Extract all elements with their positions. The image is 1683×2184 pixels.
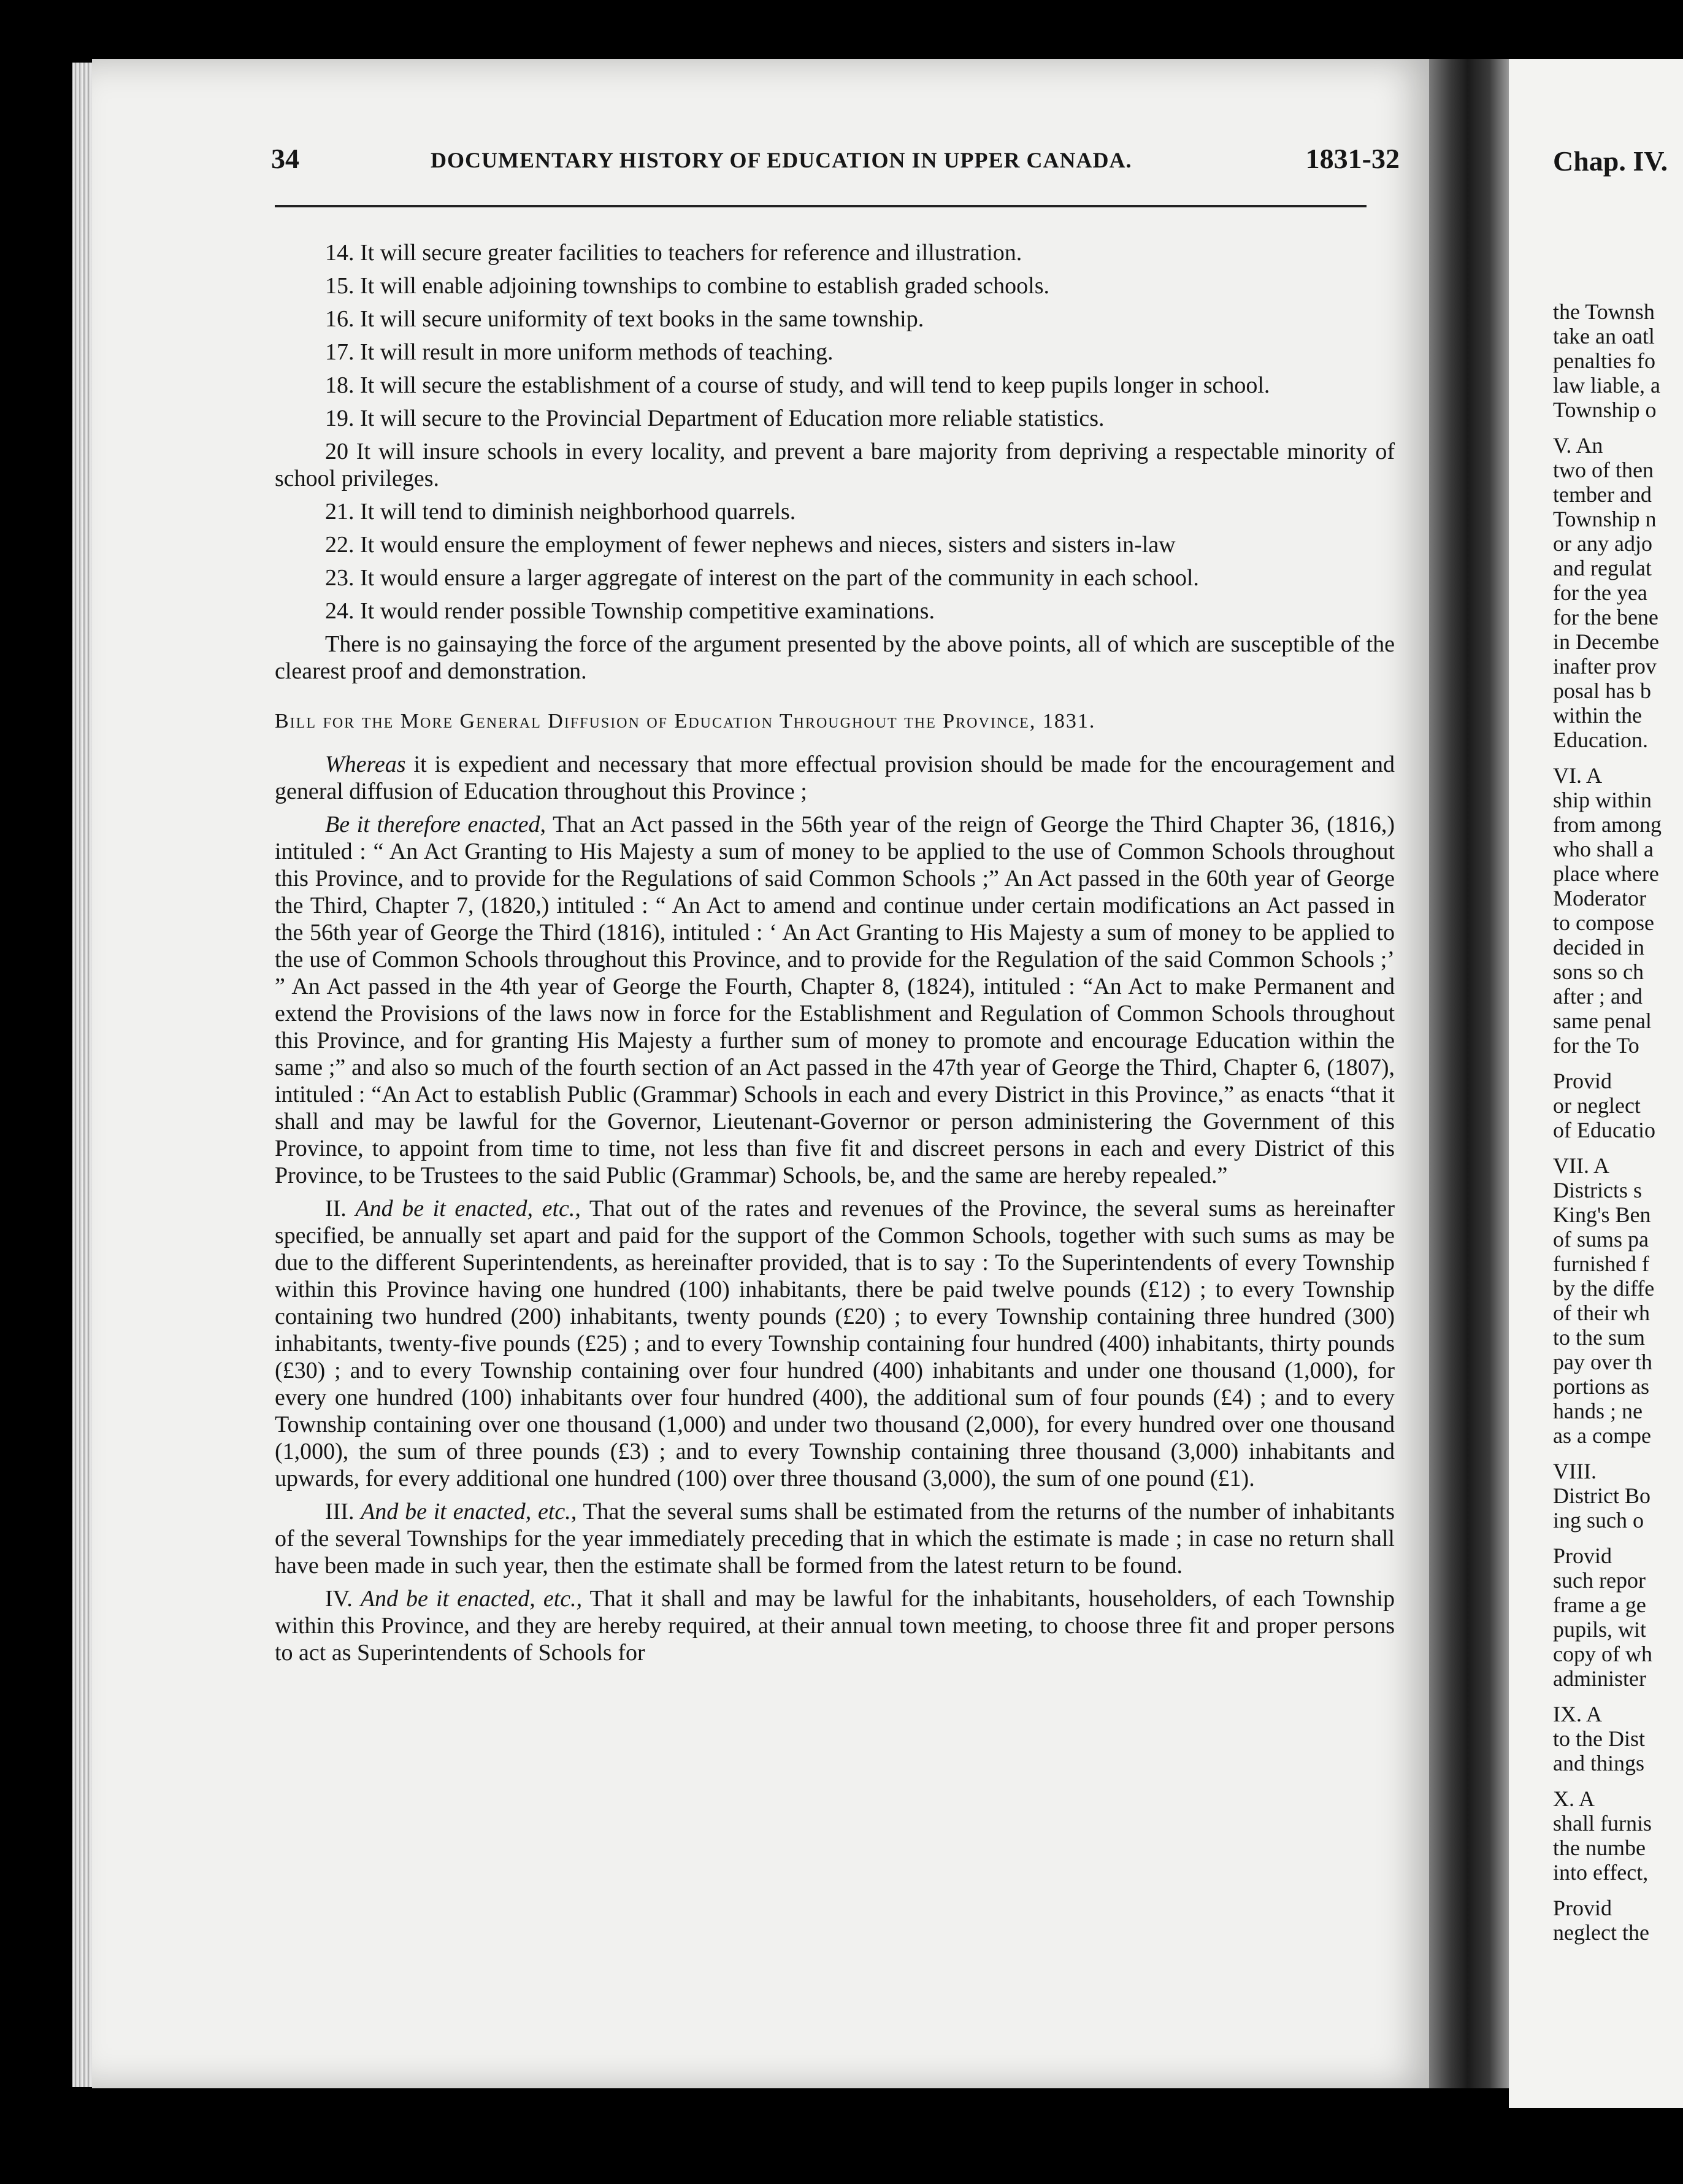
facing-line: frame a ge xyxy=(1553,1593,1646,1617)
point-14: 14. It will secure greater facilities to teachers for reference and illustration. xyxy=(325,240,1022,266)
point-17: 17. It will result in more uniform methods of teaching. xyxy=(325,339,834,365)
facing-line: of sums pa xyxy=(1553,1227,1649,1252)
body-text xyxy=(275,239,1395,1672)
section-2-number: II. xyxy=(325,1196,356,1221)
facing-line: hands ; ne xyxy=(1553,1399,1643,1423)
facing-line: administer xyxy=(1553,1666,1646,1691)
enacted-lead: Be it therefore enacted, xyxy=(325,812,546,837)
facing-line: penalties fo xyxy=(1553,348,1655,373)
facing-line: portions as xyxy=(1553,1374,1649,1399)
facing-line: ing such o xyxy=(1553,1508,1644,1532)
facing-line: and things xyxy=(1553,1751,1644,1775)
point-15: 15. It will enable adjoining townships to combine to establish graded schools. xyxy=(325,273,1049,299)
facing-page xyxy=(1509,59,1683,2108)
facing-line: pupils, wit xyxy=(1553,1617,1647,1642)
point-16: 16. It will secure uniformity of text books in the same township. xyxy=(325,306,924,332)
facing-line: Provid xyxy=(1553,1896,1612,1920)
facing-line: Moderator xyxy=(1553,886,1646,910)
facing-line: pay over th xyxy=(1553,1350,1652,1374)
facing-line: Provid xyxy=(1553,1069,1612,1093)
whereas-text: it is expedient and necessary that more effectual provision should be made for the encouragement and general diffusion of Education throughout this Province ; xyxy=(275,752,1395,804)
section-2-text: That out of the rates and revenues of the Province, the several sums as hereinafter specified, be annually set apart and paid for the support of the Common Schools, together with such sums as may be due to the different Superintendents, as hereinafter provided, that is to say : To the Superintendents of every Township within this Province having one hundred (100) inhabitants, there be paid twelve pounds (£12) ; to every Township containing two hundred (200) inhabitants, twenty pounds (£20) ; to every Township containing three hundred (300) inhabitants, twenty-five pounds (£25) ; and to every Township containing four hundred (400) inhabitants, thirty pounds (£30) ; and to every Township containing over four hundred (400) inhabitants and under one thousand (1,000), for every one hundred (100) inhabitants over four hundred (400), the additional sum of four pounds (£4) ; and to every Township containing over one thousand (1,000) and under two thousand (2,000), for every hundred over one thousand (1,000), the sum of three pounds (£3) ; and to every Township containing three thousand (3,000) inhabitants and upwards, for every additional one hundred (100) over three thousand (3,000), the sum of one pound (£1). xyxy=(275,1196,1395,1491)
point-18: 18. It will secure the establishment of a course of study, and will tend to keep pupils longer in school. xyxy=(325,372,1270,398)
facing-line: copy of wh xyxy=(1553,1642,1652,1666)
page-number: 34 xyxy=(271,143,299,174)
section-4-lead: And be it enacted, etc., xyxy=(360,1586,583,1612)
facing-line: who shall a xyxy=(1553,837,1654,861)
facing-line: by the diffe xyxy=(1553,1276,1655,1301)
facing-line: and regulat xyxy=(1553,556,1652,580)
facing-line: VII. A xyxy=(1553,1153,1609,1178)
book-gutter xyxy=(1429,59,1515,2088)
facing-line: place where xyxy=(1553,861,1659,886)
bill-heading: Bill for the More General Diffusion of Education Throughout the Province, 1831. xyxy=(275,710,1096,732)
facing-line: posal has b xyxy=(1553,679,1651,703)
point-22: 22. It would ensure the employment of fewer nephews and nieces, sisters and sisters in-law xyxy=(325,532,1176,558)
facing-line: for the To xyxy=(1553,1033,1639,1058)
running-head xyxy=(271,140,1400,189)
facing-line: for the yea xyxy=(1553,580,1647,605)
running-title: DOCUMENTARY HISTORY OF EDUCATION IN UPPER CANADA. xyxy=(431,148,1132,172)
point-24: 24. It would render possible Township competitive examinations. xyxy=(325,598,935,624)
facing-line: same penal xyxy=(1553,1009,1652,1033)
facing-line: of their wh xyxy=(1553,1301,1650,1325)
facing-line: Districts s xyxy=(1553,1178,1643,1202)
facing-line: in Decembe xyxy=(1553,629,1659,654)
facing-line: King's Ben xyxy=(1553,1202,1651,1227)
point-20: 20 It will insure schools in every locality, and prevent a bare majority from depriving a respectable minority of school privileges. xyxy=(275,439,1395,491)
facing-line: furnished f xyxy=(1553,1252,1649,1276)
facing-line: two of then xyxy=(1553,458,1654,482)
facing-line: neglect the xyxy=(1553,1920,1649,1945)
conclusion-paragraph: There is no gainsaying the force of the argument presented by the above points, all of which are susceptible of the clearest proof and demonstration. xyxy=(275,631,1395,684)
facing-line: the Townsh xyxy=(1553,299,1655,324)
point-23: 23. It would ensure a larger aggregate of interest on the part of the community in each school. xyxy=(325,565,1199,591)
facing-page-text xyxy=(1553,299,1683,1945)
facing-line: or any adjo xyxy=(1553,531,1652,556)
whereas-lead: Whereas xyxy=(325,752,406,777)
header-rule xyxy=(275,205,1367,207)
facing-line: to the sum xyxy=(1553,1325,1645,1350)
facing-line: as a compe xyxy=(1553,1423,1651,1448)
facing-line: VI. A xyxy=(1553,763,1602,788)
facing-line: to the Dist xyxy=(1553,1726,1645,1751)
facing-line: decided in xyxy=(1553,935,1644,959)
facing-line: Provid xyxy=(1553,1544,1612,1568)
point-19: 19. It will secure to the Provincial Department of Education more reliable statistics. xyxy=(325,406,1105,431)
facing-line: such repor xyxy=(1553,1568,1646,1593)
facing-line: Township o xyxy=(1553,398,1657,422)
section-4-number: IV. xyxy=(325,1586,361,1612)
facing-line: inafter prov xyxy=(1553,654,1657,679)
enacted-text: That an Act passed in the 56th year of the reign of George the Third Chapter 36, (1816,) intituled : “ An Act Granting to His Majesty a sum of money to be applied to the use of Common Schools throughout this Province, and to provide for the Regulations of said Common Schools ;” An Act passed in the 60th year of George the Third, Chapter 7, (1820,) intituled : “ An Act to amend and continue under certain modifications an Act passed in the 56th year of George the Third (1816), intituled : ‘ An Act Granting to His Majesty a sum of money to be applied to the use of Common Schools throughout this Province, and to provide for the Regulation of the said Common Schools ;’ ” An Act passed in the 4th year of George the Fourth, Chapter 8, (1824), intituled : “An Act to make Permanent and extend the Provisions of the laws now in force for the Establishment and Regulation of Common Schools throughout this Province, and for granting His Majesty a further sum of money to promote and encourage Education within the same ;” and also so much of the fourth section of an Act passed in the 47th year of George the Third, Chapter 6, (1807), intituled : “An Act to establish Public (Grammar) Schools in each and every District in this Province,” as enacts “that it shall and may be lawful for the Governor, Lieutenant-Governor or person administering the Government of this Province, to appoint from time to time, not less than five fit and discreet persons in each and every District of this Province, to be Trustees to the said Public (Grammar) Schools, be, and the same are hereby repealed.” xyxy=(275,812,1395,1188)
facing-line: sons so ch xyxy=(1553,959,1644,984)
section-4-text: That it shall and may be lawful for the inhabitants, householders, of each Township within this Province, and they are hereby required, at their annual town meeting, to choose three fit and proper persons to act as Superintendents of Schools for xyxy=(275,1586,1395,1666)
facing-line: shall furnis xyxy=(1553,1811,1652,1836)
facing-line: or neglect xyxy=(1553,1093,1641,1118)
whereas-paragraph xyxy=(275,751,1395,805)
facing-line: from among xyxy=(1553,812,1662,837)
facing-line: Education. xyxy=(1553,728,1648,752)
facing-line: into effect, xyxy=(1553,1860,1649,1885)
point-21: 21. It will tend to diminish neighborhood quarrels. xyxy=(325,499,796,525)
section-2 xyxy=(275,1195,1395,1492)
facing-page-head: Chap. IV. xyxy=(1553,145,1668,177)
facing-line: District Bo xyxy=(1553,1483,1650,1508)
page-edge-stack xyxy=(72,63,94,2087)
facing-line: within the xyxy=(1553,703,1642,728)
section-3-lead: And be it enacted, etc., xyxy=(361,1499,577,1525)
facing-line: IX. A xyxy=(1553,1702,1602,1726)
facing-line: for the bene xyxy=(1553,605,1658,629)
section-3-text: That the several sums shall be estimated from the returns of the number of inhabitants of the several Townships for the year immediately preceding that in which the estimate is made ; in case no return shall have been made in such year, then the estimate shall be formed from the latest return to be found. xyxy=(275,1499,1395,1578)
facing-line: VIII. xyxy=(1553,1459,1597,1483)
facing-line: tember and xyxy=(1553,482,1652,507)
enacted-paragraph xyxy=(275,811,1395,1189)
facing-line: after ; and xyxy=(1553,984,1643,1009)
facing-line: ship within xyxy=(1553,788,1652,812)
running-years: 1831-32 xyxy=(1305,143,1400,174)
section-2-lead: And be it enacted, etc., xyxy=(355,1196,581,1221)
section-4 xyxy=(275,1585,1395,1666)
facing-line: law liable, a xyxy=(1553,373,1660,398)
facing-line: of Educatio xyxy=(1553,1118,1655,1142)
facing-line: X. A xyxy=(1553,1786,1595,1811)
section-3-number: III. xyxy=(325,1499,361,1525)
facing-line: the numbe xyxy=(1553,1836,1646,1860)
facing-line: take an oatl xyxy=(1553,324,1655,348)
facing-line: Township n xyxy=(1553,507,1657,531)
facing-line: to compose xyxy=(1553,910,1654,935)
facing-line: V. An xyxy=(1553,433,1603,458)
section-3 xyxy=(275,1498,1395,1579)
